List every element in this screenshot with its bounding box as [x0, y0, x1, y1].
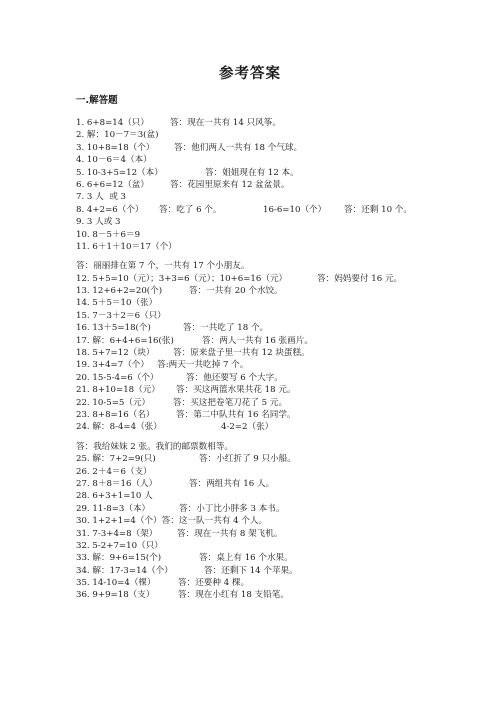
answer-line	[76, 285, 436, 297]
answer-text: 答：他们两人一共有 18 个气球。	[174, 142, 303, 153]
answer-text: 16-6=10（个）	[263, 204, 327, 215]
answer-equation: 19. 3+4=7（个） 答:两天一共吃掉 7 个。	[76, 360, 249, 371]
answer-equation: 27. 8＋8＝16（人）	[76, 478, 158, 489]
answer-line	[76, 453, 436, 465]
answer-text: 4-2=2（张）	[221, 422, 274, 433]
answer-equation: 答：我给妹妹 2 张。我们的邮票数相等。	[76, 441, 234, 452]
answer-equation: 4. 10－6＝4（本）	[76, 155, 152, 166]
answer-line	[76, 409, 436, 421]
answer-text: 答：还要种 4 棵。	[178, 578, 250, 589]
answer-equation: 33. 解：9+6=15(个)	[76, 553, 162, 564]
answer-text: 答：他还要写 6 个大字。	[186, 372, 283, 383]
answer-equation: 16. 13＋5=18(个)	[76, 323, 151, 334]
answer-line	[76, 191, 436, 203]
answer-text: 答：还剩下 14 个苹果。	[204, 565, 298, 576]
answer-equation: 17. 解：6+4+6=16(张)	[76, 335, 174, 346]
answer-equation: 3. 10+8=18（个）	[76, 142, 155, 153]
answer-text: 答：花园里原来有 12 盆盆景。	[170, 179, 290, 190]
answer-text: 答：原来盘子里一共有 12 块蛋糕。	[173, 348, 310, 359]
answer-line	[76, 577, 436, 589]
answer-equation: 12. 5+5=10（元）；3+3=6（元）；10+6=16（元）	[76, 273, 288, 284]
answer-line	[76, 216, 436, 228]
answer-line	[76, 241, 436, 253]
answer-equation: 15. 7－3＋2＝6（只）	[76, 310, 166, 321]
answer-equation: 答：丽丽排在第 7 个，一共有 17 个小朋友。	[76, 261, 250, 272]
answer-equation: 23. 8+8=16（名）	[76, 409, 155, 420]
answer-text: 答：吃了 6 个。	[159, 204, 222, 215]
answer-line	[76, 552, 436, 564]
answer-text: 答：买这两篮水果共花 18 元。	[176, 385, 296, 396]
answer-line	[76, 117, 436, 129]
answer-list	[76, 117, 436, 602]
answer-text: 答：两人一共有 16 张画片。	[202, 335, 313, 346]
answer-line	[76, 297, 436, 309]
answer-line	[76, 142, 436, 154]
answer-text: 答：妈妈要付 16 元。	[317, 273, 403, 284]
answer-line	[76, 260, 436, 272]
answer-equation: 20. 15-5-4=6（个）	[76, 372, 159, 383]
answer-text: 答：现在小红有 18 支铅笔。	[178, 590, 289, 601]
answer-equation: 32. 5-2+7=10（只）	[76, 540, 163, 551]
answer-equation: 36. 9+9=18（支）	[76, 590, 155, 601]
answer-text: 答：小丁比小胖多 3 本书。	[179, 503, 285, 514]
answer-text: 答：还剩 10 个。	[344, 204, 412, 215]
answer-equation: 30. 1+2+1=4（个）答：这一队一共有 4 个人。	[76, 516, 268, 527]
answer-text: 答：现在一共有 8 架飞机。	[177, 528, 283, 539]
answer-equation: 9. 3 人或 3	[76, 217, 121, 228]
answer-line	[76, 466, 436, 478]
answer-line	[76, 384, 436, 396]
answer-line	[76, 347, 436, 359]
answer-text: 答：姐姐现在有 12 本。	[205, 167, 299, 178]
answer-text: 答：桌上有 16 个水果。	[199, 553, 293, 564]
answer-equation: 28. 6+3+1=10 人	[76, 491, 153, 502]
paragraph-gap	[76, 434, 436, 441]
page-title: 参考答案	[219, 65, 281, 82]
answer-text: 答：买这把卷笔刀花了 5 元。	[173, 397, 288, 408]
answer-line	[76, 322, 436, 334]
answer-text: 答：两组共有 16 人。	[189, 478, 275, 489]
answer-equation: 10. 8－5＋6＝9	[76, 229, 141, 240]
answer-equation: 24. 解：8-4=4（张）	[76, 422, 162, 433]
answer-equation: 2. 解：10－7＝3(盆)	[76, 130, 159, 141]
answer-equation: 35. 14-10=4（棵）	[76, 578, 156, 589]
answer-equation: 5. 10-3+5=12（本）	[76, 167, 163, 178]
answer-text: 答：小红折了 9 只小船。	[199, 454, 296, 465]
section-heading: 一.解答题	[76, 95, 118, 106]
answer-line	[76, 503, 436, 515]
answer-equation: 8. 4+2=6（个）	[76, 204, 144, 215]
answer-line	[76, 540, 436, 552]
answer-equation: 1. 6+8=14（只）	[76, 118, 149, 128]
answer-line	[76, 490, 436, 502]
answer-text: 答：现在一共有 14 只风筝。	[170, 118, 281, 128]
answer-line	[76, 421, 436, 433]
answer-equation: 31. 7-3+4=8（架）	[76, 528, 158, 539]
paragraph-gap	[76, 253, 436, 260]
answer-line	[76, 204, 436, 216]
answer-line	[76, 397, 436, 409]
answer-line	[76, 372, 436, 384]
answer-line	[76, 273, 436, 285]
answer-equation: 6. 6+6=12（盆）	[76, 179, 149, 190]
answer-line	[76, 528, 436, 540]
answer-line	[76, 310, 436, 322]
answer-equation: 11. 6＋1＋10＝17（个）	[76, 241, 177, 252]
answer-text: 答：第二中队共有 16 名同学。	[176, 409, 296, 420]
answer-equation: 13. 12+6+2=20(个)	[76, 286, 163, 297]
answer-equation: 22. 10-5=5（元）	[76, 397, 151, 408]
answer-line	[76, 565, 436, 577]
answer-line	[76, 515, 436, 527]
answer-line	[76, 129, 436, 141]
answer-equation: 18. 5+7=12（块）	[76, 348, 155, 359]
answer-equation: 14. 5＋5＝10（张）	[76, 298, 158, 309]
answer-equation: 26. 2＋4＝6（支）	[76, 466, 152, 477]
answer-line	[76, 229, 436, 241]
answer-line	[76, 167, 436, 179]
answer-line	[76, 359, 436, 371]
answer-equation: 7. 3 人 或 3	[76, 192, 126, 203]
answer-equation: 29. 11-8=3（本）	[76, 503, 151, 514]
answer-equation: 25. 解：7+2=9(只)	[76, 454, 156, 465]
answer-equation: 21. 8+10=18（元）	[76, 385, 160, 396]
answer-line	[76, 154, 436, 166]
answer-text: 答：一共有 20 个水饺。	[189, 286, 283, 297]
answer-line	[76, 478, 436, 490]
answer-line	[76, 335, 436, 347]
answer-equation: 34. 解：17-3=14（个）	[76, 565, 173, 576]
answer-line	[76, 441, 436, 453]
answer-line	[76, 179, 436, 191]
answer-text: 答：一共吃了 18 个。	[183, 323, 269, 334]
answer-line	[76, 589, 436, 601]
